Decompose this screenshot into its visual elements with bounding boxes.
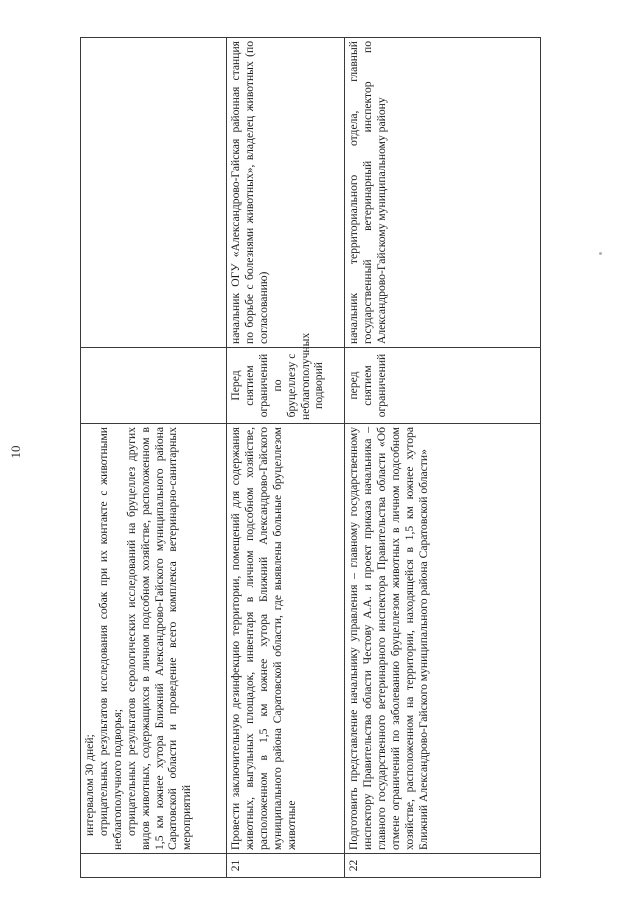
measures-table — [80, 37, 541, 878]
measure-paragraph: интервалом 30 дней; — [83, 734, 96, 836]
scan-speck — [599, 252, 602, 255]
responsible-cell: начальник территориального отдела, главный государственный ветеринарный инспектор по Александрово-Гайскому муниципальному району — [345, 38, 541, 348]
measure-paragraph: Провести заключительную дезинфекцию территории, помещений для содержания животных, выгульных площадок, инвентаря в личном подсобном хозяйстве, расположенном в 1,5 км южнее хутора Ближний Александрово-Гайского муниципального района Саратовской области, где выявлены больные бруцеллезом животные — [229, 427, 298, 850]
rotated-page — [80, 38, 540, 878]
term-cell: перед снятием ограничений — [345, 348, 541, 424]
page-number: 10 — [8, 445, 23, 459]
measure-cell — [227, 424, 345, 854]
row-number — [81, 854, 227, 878]
table-row — [227, 38, 345, 878]
row-number: 21 — [227, 854, 345, 878]
measure-paragraph: отрицательных результатов исследования собак при их контакте с животными неблагополучного подворья; — [96, 427, 124, 850]
term-cell: Перед снятием ограничений по бруцеллезу с неблагополучных подворий — [227, 348, 345, 424]
row-number: 22 — [345, 854, 541, 878]
responsible-cell — [81, 38, 227, 348]
responsible-cell: начальник ОГУ «Александрово-Гайская районная станция по борьбе с болезнями животных», владелец животных (по согласованию) — [227, 38, 345, 348]
table-row — [81, 38, 227, 878]
measure-cell — [345, 424, 541, 854]
measure-paragraph: отрицательных результатов серологических исследований на бруцеллез других видов животных, содержащихся в личном подсобном хозяйстве, расположенном в 1,5 км южнее хутора Ближний Александрово-Гайского муниципального района Саратовской области и проведение всего комплекса ветеринарно-санитарных мероприятий — [124, 427, 194, 850]
term-cell — [81, 348, 227, 424]
measure-paragraph: Подготовить представление начальнику управления – главному государственному инспектору Правительства области Честову А.А. и проект приказа начальника – главного государственного ветеринарного инспектора Правительства области «Об отмене ограничений по заболеванию бруцеллезом животных в личном подсобном хозяйстве, расположенном на территории, находящейся в 1,5 км южнее хутора Ближний Александрово-Гайского муниципального района Саратовской области» — [347, 427, 430, 850]
table-row — [345, 38, 541, 878]
measure-cell — [81, 424, 227, 854]
